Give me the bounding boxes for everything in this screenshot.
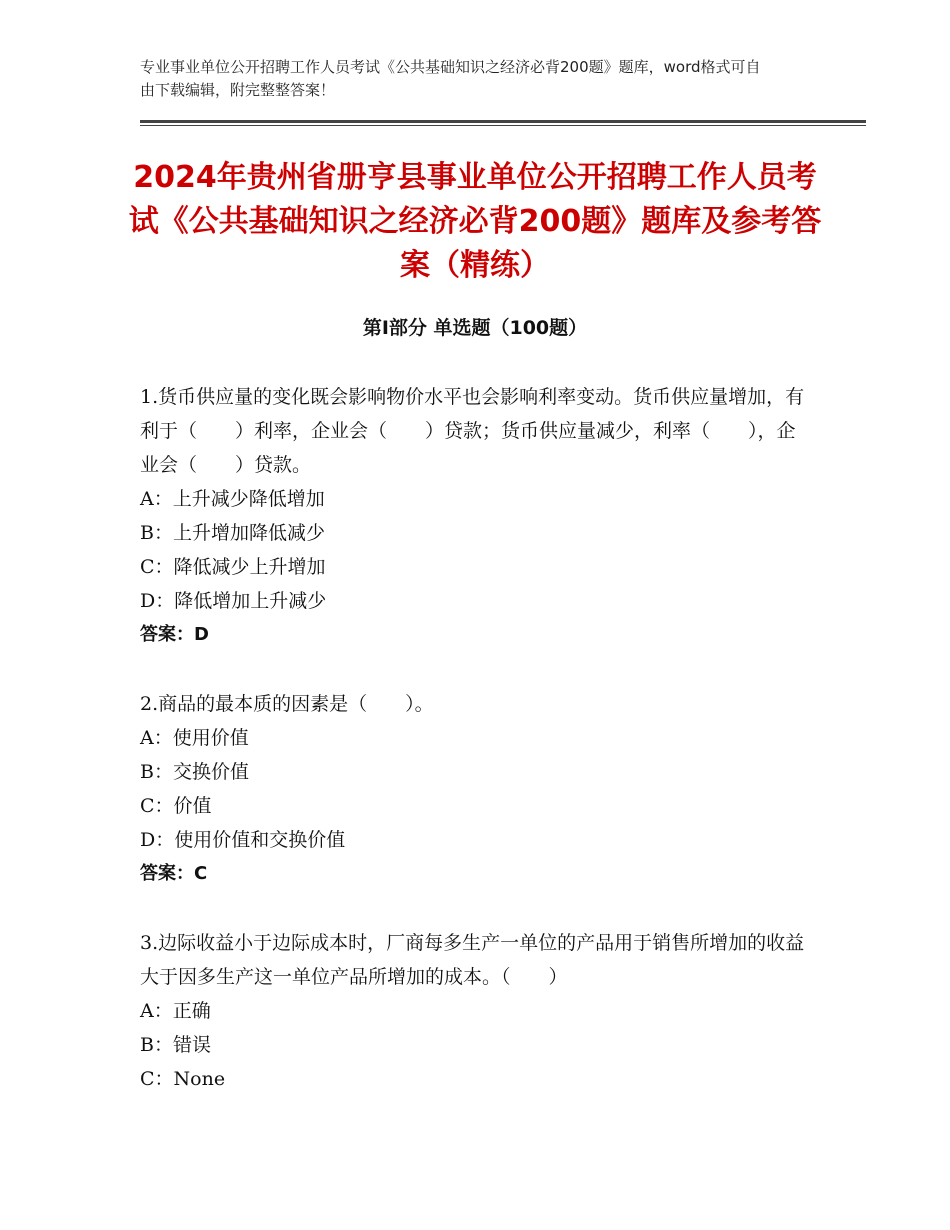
option-b: B：交换价值	[140, 761, 249, 783]
option-c: C：价值	[140, 795, 212, 817]
option-c: C：None	[140, 1068, 226, 1090]
section-title: 第Ⅰ部分 单选题（100题）	[362, 317, 588, 339]
question-3	[140, 926, 810, 1096]
question-1	[140, 380, 810, 652]
question-stem: 3.边际收益小于边际成本时，厂商每多生产一单位的产品用于销售所增加的收益大于因多生产这一单位产品所增加的成本。（ ）	[140, 932, 805, 988]
question-2	[140, 687, 810, 891]
question-stem: 1.货币供应量的变化既会影响物价水平也会影响利率变动。货币供应量增加，有利于（ ）利率，企业会（ ）贷款；货币供应量减少，利率（ ），企业会（ ）贷款。	[140, 386, 805, 476]
header-rule-thin	[140, 125, 866, 126]
option-a: A：正确	[140, 1000, 211, 1022]
answer: 答案：D	[140, 624, 209, 645]
option-a: A：使用价值	[140, 727, 249, 749]
option-c: C：降低减少上升增加	[140, 556, 326, 578]
option-d: D：使用价值和交换价值	[140, 829, 346, 851]
option-b: B：上升增加降低减少	[140, 522, 325, 544]
document-title: 2024年贵州省册亨县事业单位公开招聘工作人员考试《公共基础知识之经济必背200题》题库及参考答案（精练）	[128, 160, 822, 283]
answer: 答案：C	[140, 863, 208, 884]
option-b: B：错误	[140, 1034, 211, 1056]
question-stem: 2.商品的最本质的因素是（ ）。	[140, 693, 434, 715]
header-note: 专业事业单位公开招聘工作人员考试《公共基础知识之经济必背200题》题库，word格式可自由下载编辑，附完整整答案！	[140, 58, 761, 99]
option-d: D：降低增加上升减少	[140, 590, 327, 612]
option-a: A：上升减少降低增加	[140, 488, 325, 510]
header-rule-thick	[140, 120, 866, 123]
